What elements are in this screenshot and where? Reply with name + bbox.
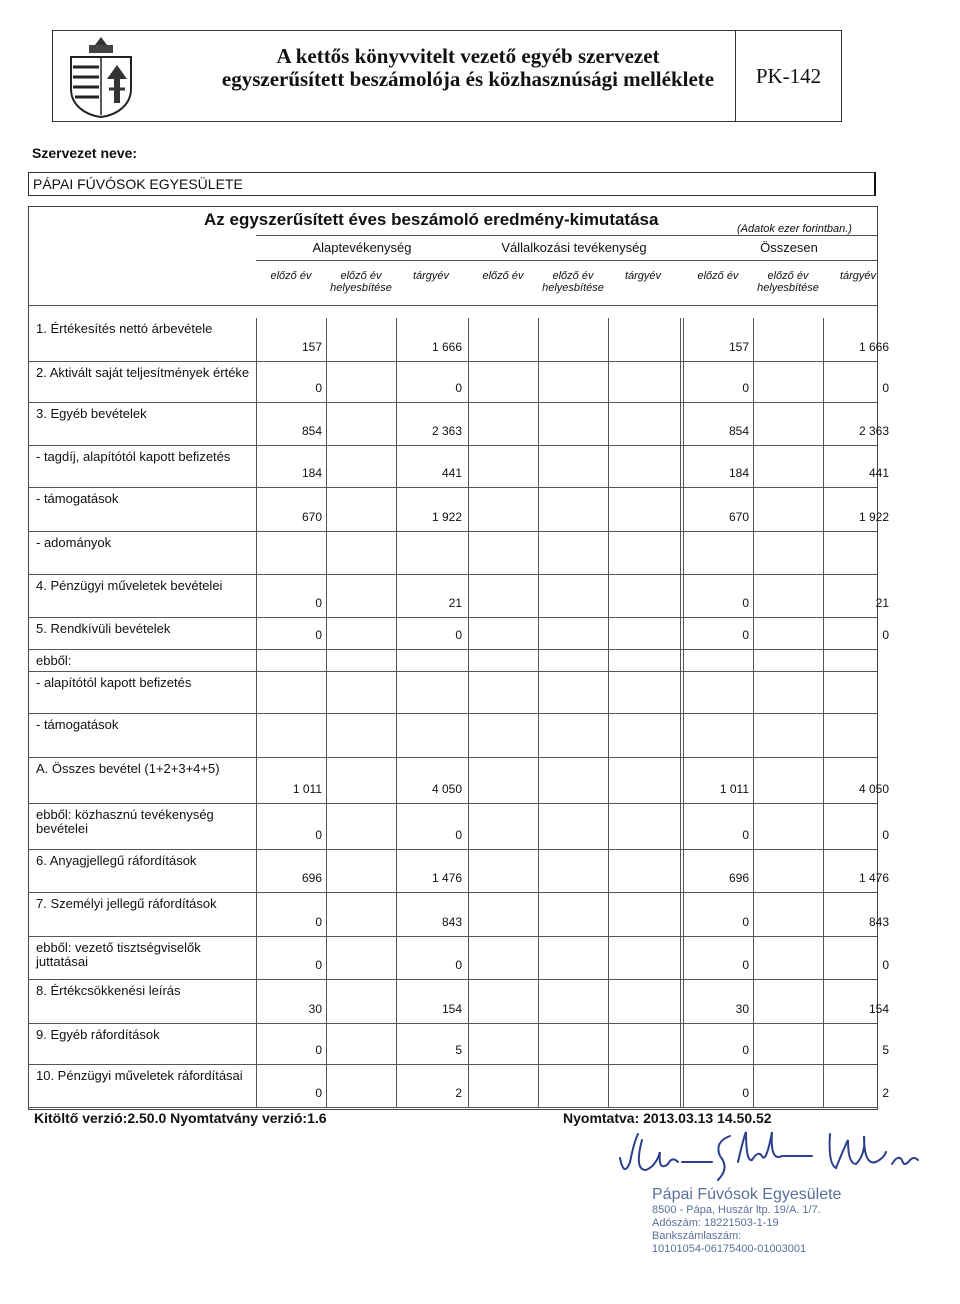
subheader-text: előző év bbox=[697, 270, 739, 282]
value-cell: 0 bbox=[882, 381, 889, 395]
print-timestamp: Nyomtatva: 2013.03.13 14.50.52 bbox=[563, 1110, 772, 1126]
value-cell: 696 bbox=[728, 871, 749, 885]
row-divider bbox=[28, 361, 877, 362]
subheader-text: tárgyév bbox=[412, 270, 450, 282]
value-cell: 843 bbox=[868, 915, 889, 929]
row-divider bbox=[28, 979, 877, 980]
subheader-previous-year-correction bbox=[753, 270, 823, 294]
value-cell: 21 bbox=[448, 596, 462, 610]
row-divider bbox=[28, 892, 877, 893]
value-cell: 0 bbox=[742, 915, 749, 929]
value-cell: 1 476 bbox=[431, 871, 462, 885]
value-cell: 30 bbox=[735, 1002, 749, 1016]
row-label: 7. Személyi jellegű ráfordítások bbox=[36, 896, 217, 911]
form-header bbox=[52, 30, 842, 122]
value-cell: 0 bbox=[882, 958, 889, 972]
subheader-line bbox=[28, 305, 877, 306]
value-cell: 0 bbox=[882, 828, 889, 842]
row-label: 6. Anyagjellegű ráfordítások bbox=[36, 853, 197, 868]
value-cell: 670 bbox=[728, 510, 749, 524]
row-divider bbox=[28, 617, 877, 618]
subheader-text: előző év bbox=[340, 270, 382, 282]
subheader-current-year bbox=[396, 270, 466, 282]
row-divider bbox=[28, 649, 877, 650]
row-label: - alapítótól kapott befizetés bbox=[36, 675, 192, 690]
organization-label: Szervezet neve: bbox=[32, 145, 138, 161]
stamp-bank-number: 10101054-06175400-01003001 bbox=[652, 1243, 807, 1255]
value-cell: 0 bbox=[742, 958, 749, 972]
row-divider bbox=[28, 487, 877, 488]
report-title: Az egyszerűsített éves beszámoló eredmény-kimutatása bbox=[204, 210, 659, 229]
row-divider bbox=[28, 531, 877, 532]
stamp-address: 8500 - Pápa, Huszár ltp. 19/A. 1/7. bbox=[652, 1204, 821, 1216]
value-cell: 154 bbox=[441, 1002, 462, 1016]
value-cell: 5 bbox=[455, 1043, 462, 1057]
units-note: (Adatok ezer forintban.) bbox=[737, 223, 852, 235]
row-divider bbox=[28, 402, 877, 403]
row-label: A. Összes bevétel (1+2+3+4+5) bbox=[36, 761, 220, 776]
stamp-bank-label: Bankszámlaszám: bbox=[652, 1230, 742, 1242]
form-code: PK-142 bbox=[735, 31, 841, 121]
value-cell: 0 bbox=[315, 828, 322, 842]
handwritten-signature bbox=[612, 1128, 932, 1188]
subheader-previous-year bbox=[256, 270, 326, 282]
row-divider bbox=[28, 671, 877, 672]
row-divider bbox=[28, 1107, 877, 1108]
subheader-text-2: helyesbítése bbox=[542, 282, 604, 294]
row-label: - támogatások bbox=[36, 717, 119, 732]
row-label: - tagdíj, alapítótól kapott befizetés bbox=[36, 449, 231, 464]
subheader-text: előző év bbox=[482, 270, 524, 282]
value-cell: 854 bbox=[301, 424, 322, 438]
value-cell: 0 bbox=[315, 958, 322, 972]
value-cell: 0 bbox=[742, 381, 749, 395]
value-cell: 0 bbox=[742, 1043, 749, 1057]
organization-stamp bbox=[652, 1186, 841, 1256]
row-label: 5. Rendkívüli bevételek bbox=[36, 621, 171, 636]
row-divider bbox=[28, 445, 877, 446]
subheader-text: előző év bbox=[270, 270, 312, 282]
value-cell: 441 bbox=[868, 466, 889, 480]
value-cell: 2 bbox=[882, 1086, 889, 1100]
value-cell: 154 bbox=[868, 1002, 889, 1016]
value-cell: 30 bbox=[308, 1002, 322, 1016]
subheader-text-2: helyesbítése bbox=[757, 282, 819, 294]
value-cell: 0 bbox=[882, 628, 889, 642]
value-cell: 157 bbox=[301, 340, 322, 354]
row-divider bbox=[28, 936, 877, 937]
subheader-current-year bbox=[608, 270, 678, 282]
subheader-text-2: helyesbítése bbox=[330, 282, 392, 294]
value-cell: 0 bbox=[455, 381, 462, 395]
value-cell: 1 011 bbox=[719, 782, 749, 796]
value-cell: 2 bbox=[455, 1086, 462, 1100]
subheader-text: előző év bbox=[552, 270, 594, 282]
row-divider bbox=[28, 574, 877, 575]
row-divider bbox=[28, 1023, 877, 1024]
value-cell: 0 bbox=[315, 596, 322, 610]
value-cell: 0 bbox=[315, 1086, 322, 1100]
row-label: 9. Egyéb ráfordítások bbox=[36, 1027, 160, 1042]
value-cell: 4 050 bbox=[858, 782, 889, 796]
value-cell: 0 bbox=[455, 628, 462, 642]
organization-name: PÁPAI FÚVÓSOK EGYESÜLETE bbox=[33, 176, 243, 192]
value-cell: 184 bbox=[728, 466, 749, 480]
row-divider bbox=[28, 849, 877, 850]
value-cell: 0 bbox=[742, 628, 749, 642]
row-label: ebből: közhasznú tevékenység bevételei bbox=[36, 807, 214, 836]
version-info: Kitöltő verzió:2.50.0 Nyomtatvány verzió:1.6 bbox=[34, 1110, 327, 1126]
value-cell: 4 050 bbox=[431, 782, 462, 796]
value-cell: 0 bbox=[315, 628, 322, 642]
subheader-current-year bbox=[823, 270, 893, 282]
value-cell: 0 bbox=[315, 381, 322, 395]
row-label: 2. Aktivált saját teljesítmények értéke bbox=[36, 365, 250, 380]
organization-name-field bbox=[28, 172, 876, 196]
value-cell: 0 bbox=[742, 1086, 749, 1100]
row-label: - támogatások bbox=[36, 491, 119, 506]
subheader-text: tárgyév bbox=[624, 270, 662, 282]
subheader-previous-year bbox=[468, 270, 538, 282]
value-cell: 0 bbox=[742, 596, 749, 610]
value-cell: 5 bbox=[882, 1043, 889, 1057]
value-cell: 696 bbox=[301, 871, 322, 885]
value-cell: 0 bbox=[455, 958, 462, 972]
value-cell: 0 bbox=[742, 828, 749, 842]
row-label: 10. Pénzügyi műveletek ráfordításai bbox=[36, 1068, 243, 1083]
row-divider bbox=[28, 803, 877, 804]
value-cell: 1 922 bbox=[431, 510, 462, 524]
row-label: ebből: vezető tisztségviselők juttatásai bbox=[36, 940, 201, 969]
stamp-name: Pápai Fúvósok Egyesülete bbox=[652, 1186, 842, 1203]
value-cell: 2 363 bbox=[431, 424, 462, 438]
value-cell: 441 bbox=[441, 466, 462, 480]
value-cell: 21 bbox=[875, 596, 889, 610]
value-cell: 157 bbox=[728, 340, 749, 354]
row-label: 8. Értékcsökkenési leírás bbox=[36, 983, 181, 998]
stamp-tax-number: Adószám: 18221503-1-19 bbox=[652, 1217, 779, 1229]
form-title-line-2: egyszerűsített beszámolója és közhasznúsági melléklete bbox=[221, 67, 715, 91]
row-divider bbox=[28, 1064, 877, 1065]
row-label: 3. Egyéb bevételek bbox=[36, 406, 147, 421]
subheader-previous-year bbox=[683, 270, 753, 282]
form-title-line-1: A kettős könyvvitelt vezető egyéb szervezet bbox=[276, 44, 660, 68]
value-cell: 184 bbox=[301, 466, 322, 480]
value-cell: 670 bbox=[301, 510, 322, 524]
group-header-top-line bbox=[256, 235, 877, 236]
row-label: - adományok bbox=[36, 535, 112, 550]
value-cell: 1 666 bbox=[431, 340, 462, 354]
subheader-previous-year-correction bbox=[326, 270, 396, 294]
value-cell: 1 476 bbox=[858, 871, 889, 885]
row-divider bbox=[28, 757, 877, 758]
value-cell: 843 bbox=[441, 915, 462, 929]
coat-of-arms-icon bbox=[59, 35, 143, 119]
value-cell: 1 011 bbox=[292, 782, 322, 796]
subheader-text: előző év bbox=[767, 270, 809, 282]
value-cell: 0 bbox=[315, 915, 322, 929]
group-total: Összesen bbox=[760, 240, 818, 255]
subheader-previous-year-correction bbox=[538, 270, 608, 294]
group-basic-activity: Alaptevékenység bbox=[312, 240, 412, 255]
group-header-line bbox=[256, 260, 877, 261]
row-label: 4. Pénzügyi műveletek bevételei bbox=[36, 578, 223, 593]
value-cell: 0 bbox=[315, 1043, 322, 1057]
row-divider bbox=[28, 713, 877, 714]
value-cell: 854 bbox=[728, 424, 749, 438]
value-cell: 1 666 bbox=[858, 340, 889, 354]
value-cell: 0 bbox=[455, 828, 462, 842]
form-title bbox=[153, 45, 783, 91]
group-business-activity: Vállalkozási tevékenység bbox=[501, 240, 647, 255]
value-cell: 2 363 bbox=[858, 424, 889, 438]
row-label: 1. Értékesítés nettó árbevétele bbox=[36, 321, 213, 336]
subheader-text: tárgyév bbox=[839, 270, 877, 282]
value-cell: 1 922 bbox=[858, 510, 889, 524]
row-label: ebből: bbox=[36, 653, 72, 668]
